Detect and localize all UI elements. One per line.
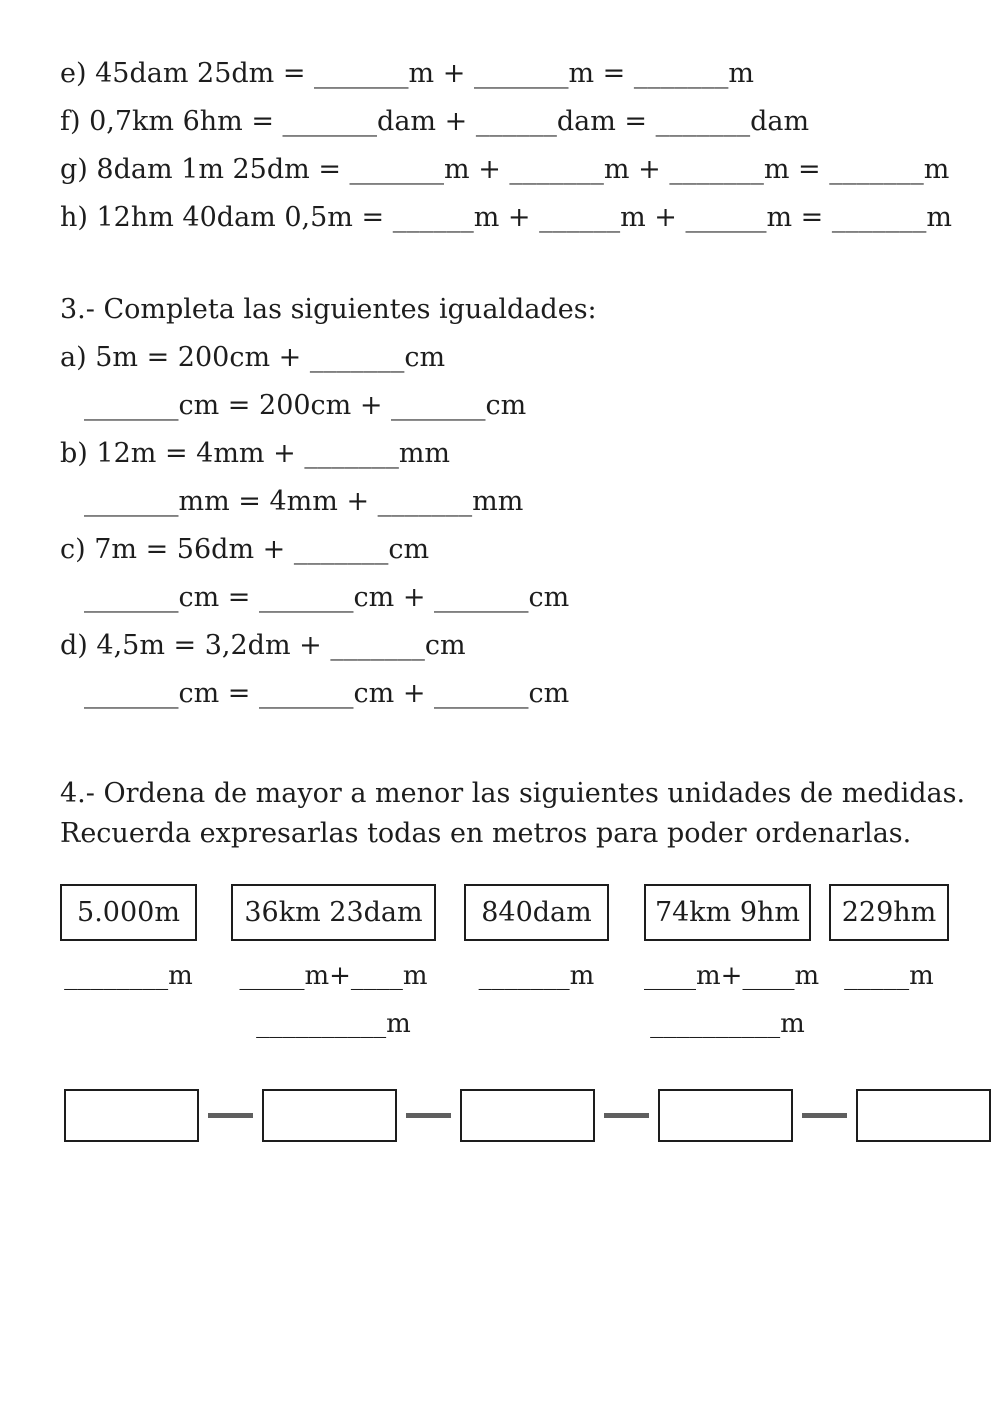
exercise-3-line-c: c) 7m = 56dm + _______cm <box>60 534 430 565</box>
exercise-3-line-d2: _______cm = _______cm + _______cm <box>84 678 570 709</box>
measurement-card-5000m: 5.000m <box>60 884 197 941</box>
connector-dash <box>406 1113 451 1118</box>
exercise-3-line-c2: _______cm = _______cm + _______cm <box>84 582 570 613</box>
exercise-2-section <box>60 50 970 242</box>
exercise-3-line-a2: _______cm = 200cm + _______cm <box>84 390 527 421</box>
exercise-3-line-b: b) 12m = 4mm + _______mm <box>60 438 451 469</box>
conversion-blank-3: _______m <box>478 961 595 991</box>
conversion-sum-blank-2: __________m <box>256 1009 411 1039</box>
exercise-line-f: f) 0,7km 6hm = _______dam + ______dam = _______dam <box>60 106 810 137</box>
connector-dash <box>802 1113 847 1118</box>
answer-box-2[interactable] <box>262 1089 397 1142</box>
conversion-blank-4: ____m+____m <box>644 961 820 991</box>
conversion-sum-blank-spacer-1 <box>60 1007 197 1041</box>
connector-dash <box>208 1113 253 1118</box>
exercise-4-heading-line1: 4.- Ordena de mayor a menor las siguientes unidades de medidas. <box>60 778 966 809</box>
answer-box-3[interactable] <box>460 1089 595 1142</box>
conversion-blank-1: ________m <box>64 961 193 991</box>
measurement-card-36km-23dam: 36km 23dam <box>231 884 436 941</box>
exercise-4-heading <box>60 774 970 854</box>
exercise-3-line-a: a) 5m = 200cm + _______cm <box>60 342 446 373</box>
answer-box-1[interactable] <box>64 1089 199 1142</box>
connector-dash <box>604 1113 649 1118</box>
exercise-3-line-d: d) 4,5m = 3,2dm + _______cm <box>60 630 466 661</box>
conversion-work-row-1 <box>60 959 970 993</box>
measurement-card-74km-9hm: 74km 9hm <box>644 884 811 941</box>
conversion-sum-blank-spacer-3 <box>464 1007 609 1041</box>
conversion-blank-2: _____m+____m <box>239 961 428 991</box>
measurement-cards <box>60 884 970 941</box>
exercise-line-g: g) 8dam 1m 25dm = _______m + _______m + _______m = _______m <box>60 154 950 185</box>
conversion-blank-5: _____m <box>844 961 934 991</box>
answer-box-4[interactable] <box>658 1089 793 1142</box>
measurement-card-840dam: 840dam <box>464 884 609 941</box>
exercise-line-e: e) 45dam 25dm = _______m + _______m = _______m <box>60 58 754 89</box>
answer-box-5[interactable] <box>856 1089 991 1142</box>
conversion-work-row-2 <box>60 1007 970 1041</box>
exercise-3-section <box>60 334 970 718</box>
conversion-sum-blank-4: __________m <box>650 1009 805 1039</box>
exercise-3-heading: 3.- Completa las siguientes igualdades: <box>60 294 597 325</box>
measurement-card-229hm: 229hm <box>829 884 949 941</box>
exercise-line-h: h) 12hm 40dam 0,5m = ______m + ______m + ______m = _______m <box>60 202 952 233</box>
ordering-answer-row <box>64 1089 970 1142</box>
conversion-sum-blank-spacer-5 <box>829 1007 949 1041</box>
exercise-4-heading-line2: Recuerda expresarlas todas en metros para poder ordenarlas. <box>60 818 912 849</box>
exercise-3-line-b2: _______mm = 4mm + _______mm <box>84 486 524 517</box>
